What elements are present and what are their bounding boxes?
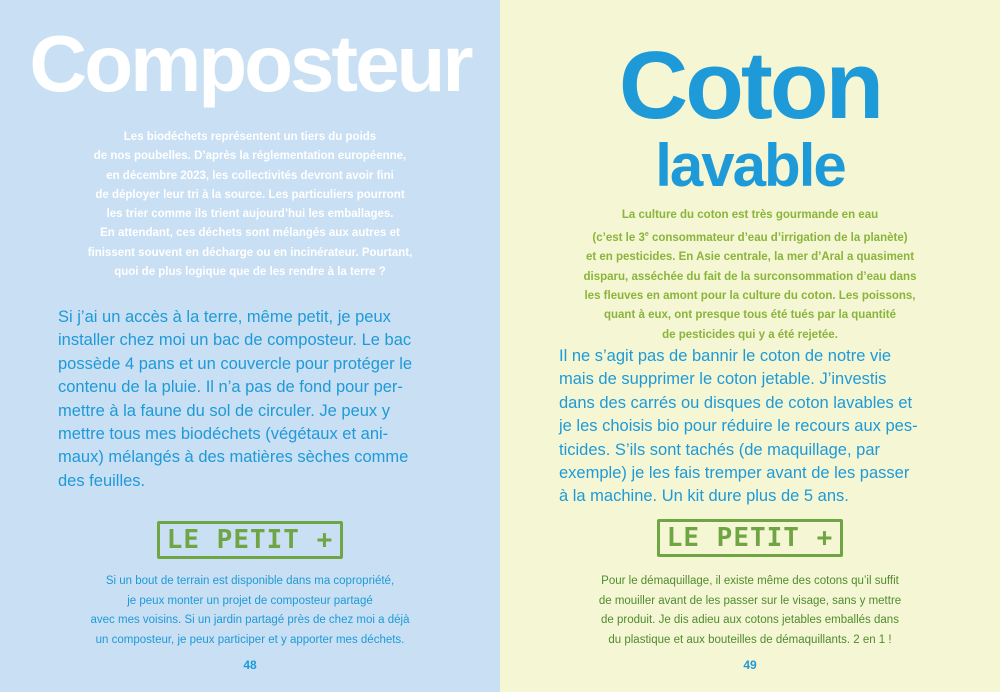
intro-line: finissent souvent en décharge ou en incinérateur. Pourtant, — [87, 246, 413, 259]
body-line: ticides. S’ils sont tachés (de maquillage, par — [559, 440, 880, 459]
body-line: maux) mélangés à des matières sèches comme — [58, 448, 409, 467]
tip-line: de mouiller avant de les passer sur le visage, sans y mettre — [598, 594, 902, 607]
tip-line: Pour le démaquillage, il existe même des cotons qu’il suffit — [601, 575, 899, 587]
body-line: Il ne s’agit pas de bannir le coton de notre vie — [559, 347, 892, 365]
body-line: dans des carrés ou disques de coton lavables et — [559, 393, 913, 412]
tip-line: de produit. Je dis adieu aux cotons jetables emballés dans — [601, 614, 899, 626]
le-petit-plus-badge: LE PETIT + — [657, 519, 843, 557]
intro-line: et en pesticides. En Asie centrale, la mer d’Aral a quasiment — [585, 251, 915, 264]
body-line: possède 4 pans et un couvercle pour protéger le — [58, 354, 413, 373]
intro-line: de nos poubelles. D’après la réglementation européenne, — [93, 150, 407, 163]
page-title-lavable: lavable — [655, 132, 845, 199]
intro-line: La culture du coton est très gourmande en eau — [621, 209, 879, 221]
intro-line-with-superscript — [520, 225, 980, 248]
tip-line: un composteur, je peux participer et y apporter mes déchets. — [95, 633, 405, 646]
intro-line: les fleuves en amont pour la culture du coton. Les poissons, — [584, 290, 916, 303]
body-line: des feuilles. — [58, 471, 146, 490]
tip-paragraph-right — [520, 572, 980, 650]
intro-line: en décembre 2023, les collectivités devront avoir fini — [106, 169, 394, 182]
intro-line: quoi de plus logique que de les rendre à la terre ? — [114, 266, 386, 279]
body-line: contenu de la pluie. Il n’a pas de fond pour per- — [58, 378, 403, 397]
body-line: installer chez moi un bac de composteur. Le bac — [58, 331, 412, 350]
page-title-coton: Coton — [618, 32, 882, 139]
tip-line: Si un bout de terrain est disponible dans ma copropriété, — [105, 575, 395, 587]
tip-line: avec mes voisins. Si un jardin partagé près de chez moi a déjà — [90, 614, 410, 626]
body-line: mais de supprimer le coton jetable. J’investis — [559, 370, 887, 389]
intro-line: de déployer leur tri à la source. Les particuliers pourront — [95, 188, 405, 201]
intro-fragment: (c’est le 3 — [592, 232, 645, 245]
le-petit-plus-badge: LE PETIT + — [157, 521, 343, 559]
intro-line: disparu, asséchée du fait de la surconsommation d’eau dans — [583, 270, 917, 283]
body-paragraph-left — [58, 306, 412, 493]
intro-line: les trier comme ils trient aujourd’hui les emballages. — [106, 208, 394, 221]
intro-paragraph-left — [20, 128, 480, 282]
page-title-composteur: Composteur — [29, 19, 471, 108]
body-line: mettre tous mes biodéchets (végétaux et ani- — [58, 425, 389, 444]
intro-line: En attendant, ces déchets sont mélangés aux autres et — [100, 227, 400, 240]
intro-paragraph-right — [520, 206, 980, 345]
superscript: e — [644, 231, 649, 239]
tip-paragraph-left — [20, 572, 480, 650]
page-number-right: 49 — [743, 658, 757, 672]
tip-line: je peux monter un projet de composteur partagé — [127, 594, 373, 607]
body-paragraph-right — [559, 345, 918, 509]
body-line: Si j’ai un accès à la terre, même petit, je peux — [58, 308, 391, 326]
page-number-left: 48 — [243, 658, 257, 672]
intro-line: quant à eux, ont presque tous été tués par la quantité — [603, 309, 897, 322]
page-right — [500, 0, 1000, 692]
body-line: mettre à la faune du sol de circuler. Je peux y — [58, 401, 391, 420]
body-line: exemple) je les fais tremper avant de les passer — [559, 464, 910, 483]
intro-fragment: consommateur d’eau d’irrigation de la planète) — [648, 232, 908, 245]
intro-line: de pesticides qui y a été rejetée. — [662, 328, 838, 341]
tip-line: du plastique et aux bouteilles de démaquillants. 2 en 1 ! — [608, 633, 892, 646]
body-line: à la machine. Un kit dure plus de 5 ans. — [559, 487, 849, 506]
intro-line: Les biodéchets représentent un tiers du poids — [123, 131, 377, 143]
body-line: je les choisis bio pour réduire le recours aux pes- — [559, 417, 918, 436]
